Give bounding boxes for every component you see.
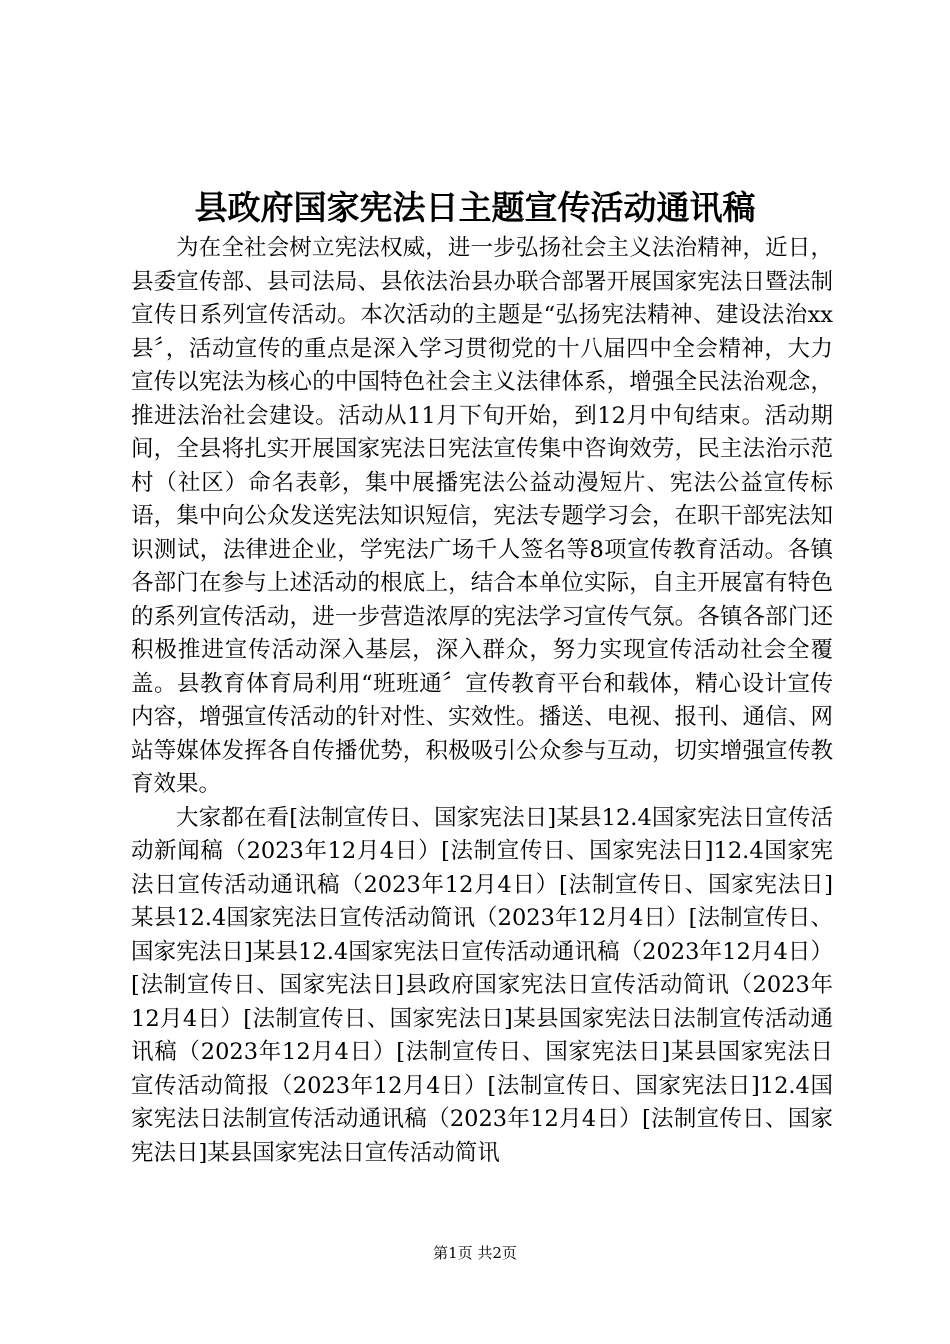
page-number-footer: 第1页 共2页 xyxy=(433,1244,517,1262)
body-paragraph-1: 为在全社会树立宪法权威，进一步弘扬社会主义法治精神，近日，县委宣传部、县司法局、县依法治县办联合部署开展国家宪法日暨法制宣传日系列宣传活动。本次活动的主题是“弘扬宪法精神、建设法治xx县〞，活动宣传的重点是深入学习贯彻党的十八届四中全会精神，大力宣传以宪法为核心的中国特色社会主义法律体系，增强全民法治观念，推进法治社会建设。活动从11月下旬开始，到12月中旬结束。活动期间，全县将扎实开展国家宪法日宪法宣传集中咨询效劳，民主法治示范村（社区）命名表彰，集中展播宪法公益动漫短片、宪法公益宣传标语，集中向公众发送宪法知识短信，宪法专题学习会，在职干部宪法知识测试，法律进企业，学宪法广场千人签名等8项宣传教育活动。各镇各部门在参与上述活动的根底上，结合本单位实际，自主开展富有特色的系列宣传活动，进一步营造浓厚的宪法学习宣传气氛。各镇各部门还积极推进宣传活动深入基层，深入群众，努力实现宣传活动社会全覆盖。县教育体育局利用“班班通〞宣传教育平台和载体，精心设计宣传内容，增强宣传活动的针对性、实效性。播送、电视、报刊、通信、网站等媒体发挥各自传播优势，积极吸引公众参与互动，切实增强宣传教育效果。 xyxy=(131,235,833,797)
document-body xyxy=(131,232,833,1170)
body-paragraph-2: 大家都在看[法制宣传日、国家宪法日]某县12.4国家宪法日宣传活动新闻稿（2023年12月4日）[法制宣传日、国家宪法日]12.4国家宪法日宣传活动通讯稿（2023年12月4日）[法制宣传日、国家宪法日]某县12.4国家宪法日宣传活动简讯（2023年12月4日）[法制宣传日、国家宪法日]某县12.4国家宪法日宣传活动通讯稿（2023年12月4日）[法制宣传日、国家宪法日]县政府国家宪法日宣传活动简讯（2023年12月4日）[法制宣传日、国家宪法日]某县国家宪法日法制宣传活动通讯稿（2023年12月4日）[法制宣传日、国家宪法日]某县国家宪法日宣传活动简报（2023年12月4日）[法制宣传日、国家宪法日]12.4国家宪法日法制宣传活动通讯稿（2023年12月4日）[法制宣传日、国家宪法日]某县国家宪法日宣传活动简讯 xyxy=(131,804,833,1166)
document-title: 县政府国家宪法日主题宣传活动通讯稿 xyxy=(194,188,756,227)
